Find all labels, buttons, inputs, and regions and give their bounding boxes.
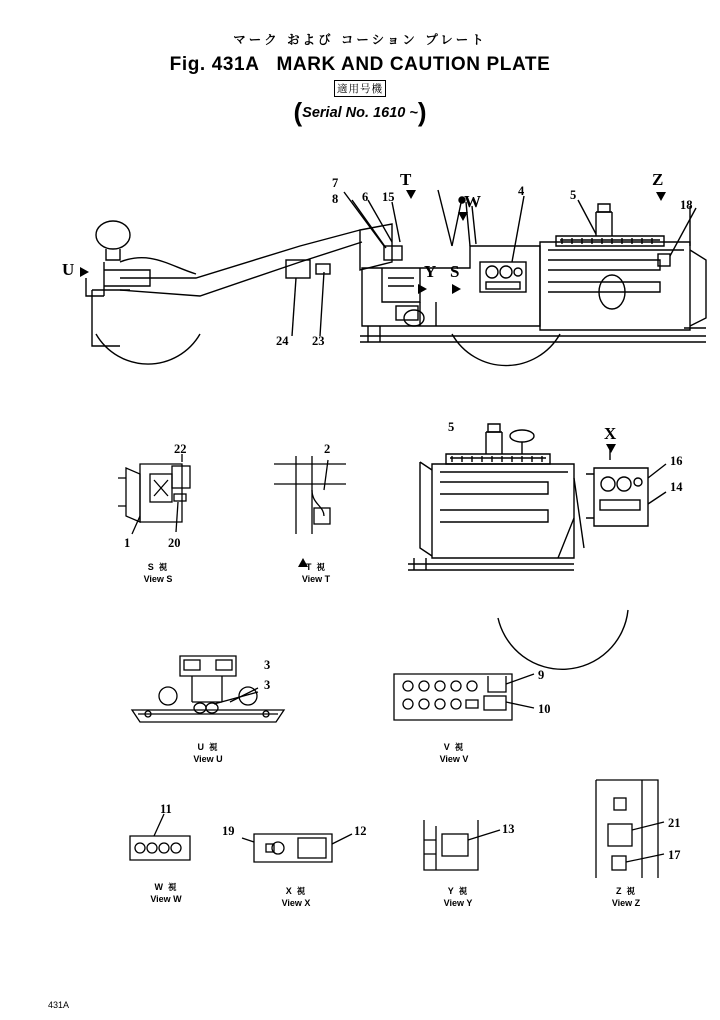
callout-23: 23 bbox=[312, 334, 325, 348]
view-u-label bbox=[168, 742, 248, 764]
callout-3b: 3 bbox=[264, 678, 271, 692]
view-z-group bbox=[578, 774, 708, 924]
serial-block bbox=[293, 80, 426, 128]
view-t-group bbox=[268, 442, 378, 600]
view-x-drawing bbox=[236, 818, 366, 880]
view-u-group bbox=[118, 648, 298, 768]
view-w-drawing bbox=[122, 810, 232, 880]
title-block bbox=[0, 30, 720, 128]
view-z-label-en: View Z bbox=[611, 897, 641, 908]
view-v-group bbox=[388, 668, 558, 778]
main-machine-view bbox=[0, 150, 720, 390]
view-t-jp: 視 bbox=[316, 563, 327, 573]
view-x-prefix: X bbox=[285, 886, 292, 896]
rear-body-detail-view bbox=[398, 418, 698, 628]
serial-number: Serial No. 1610 ~ bbox=[302, 105, 418, 121]
view-s-label-en: View S bbox=[143, 573, 173, 584]
view-u-prefix: U bbox=[197, 742, 204, 752]
view-v-label bbox=[414, 742, 494, 764]
page-title bbox=[0, 54, 720, 76]
view-s-prefix: S bbox=[147, 562, 154, 572]
view-x-label-en: View X bbox=[281, 897, 311, 908]
paren-open: ( bbox=[293, 97, 303, 127]
callout-16: 16 bbox=[670, 454, 683, 468]
paren-close: ) bbox=[417, 97, 427, 127]
view-z-prefix: Z bbox=[615, 886, 622, 896]
callout-24: 24 bbox=[276, 334, 289, 348]
view-u-jp: 視 bbox=[209, 743, 219, 753]
callout-18: 18 bbox=[680, 198, 693, 212]
view-x-jp: 視 bbox=[296, 887, 307, 897]
view-u-drawing bbox=[118, 648, 298, 738]
section-letter-S: S bbox=[450, 262, 460, 281]
main-machine-drawing bbox=[0, 150, 720, 390]
section-arrow-S-icon bbox=[452, 284, 461, 294]
callout-21: 21 bbox=[668, 816, 681, 830]
rear-body-detail-drawing bbox=[398, 418, 698, 618]
callout-11: 11 bbox=[160, 802, 172, 816]
callout-19: 19 bbox=[222, 824, 235, 838]
view-x-label bbox=[256, 886, 336, 908]
section-letter-Z: Z bbox=[652, 170, 664, 189]
section-letter-Y: Y bbox=[424, 262, 437, 281]
figure-number: Fig. 431A bbox=[169, 54, 259, 75]
view-s-jp: 視 bbox=[158, 563, 169, 573]
view-x-group bbox=[222, 818, 367, 928]
section-letter-X: X bbox=[604, 424, 617, 443]
view-z-jp: 視 bbox=[626, 887, 637, 897]
callout-15: 15 bbox=[382, 190, 395, 204]
section-arrow-W-icon bbox=[458, 212, 468, 221]
callout-9: 9 bbox=[538, 668, 545, 682]
footer-mark: 431A bbox=[48, 1000, 70, 1010]
callout-6: 6 bbox=[362, 190, 369, 204]
figure-name: MARK AND CAUTION PLATE bbox=[276, 54, 551, 75]
view-t-label bbox=[276, 562, 356, 584]
view-s-group bbox=[110, 442, 220, 600]
section-arrow-Y-icon bbox=[418, 284, 427, 294]
section-arrow-X-icon bbox=[606, 444, 616, 453]
view-y-drawing bbox=[408, 818, 538, 880]
section-letter-W: W bbox=[464, 192, 481, 211]
callout-1: 1 bbox=[124, 536, 131, 550]
view-z-drawing bbox=[578, 774, 708, 884]
callout-7: 7 bbox=[332, 176, 339, 190]
callout-4: 4 bbox=[518, 184, 525, 198]
serial-japanese-label: 適用号機 bbox=[334, 80, 386, 97]
view-y-label-en: View Y bbox=[443, 897, 473, 908]
view-v-jp: 視 bbox=[454, 743, 465, 753]
view-w-jp: 視 bbox=[168, 883, 178, 893]
callout-22: 22 bbox=[174, 442, 187, 456]
view-t-label-en: View T bbox=[301, 573, 331, 584]
view-v-drawing bbox=[388, 668, 558, 748]
section-letter-T: T bbox=[400, 170, 412, 189]
view-v-prefix: V bbox=[443, 742, 450, 752]
callout-13: 13 bbox=[502, 822, 515, 836]
callout-3a: 3 bbox=[264, 658, 271, 672]
section-arrow-T-icon bbox=[406, 190, 416, 199]
callout-5-rear: 5 bbox=[448, 420, 455, 434]
view-w-group bbox=[122, 802, 232, 920]
view-y-group bbox=[408, 818, 538, 928]
view-t-prefix: T bbox=[305, 562, 312, 572]
callout-17: 17 bbox=[668, 848, 681, 862]
view-z-label bbox=[586, 886, 666, 908]
view-w-prefix: W bbox=[154, 882, 163, 892]
view-u-label-en: View U bbox=[193, 753, 223, 764]
view-v-label-en: View V bbox=[439, 753, 469, 764]
callout-5: 5 bbox=[570, 188, 577, 202]
view-y-jp: 視 bbox=[458, 887, 469, 897]
view-y-label bbox=[418, 886, 498, 908]
callout-2: 2 bbox=[324, 442, 331, 456]
view-y-prefix: Y bbox=[447, 886, 454, 896]
callout-12: 12 bbox=[354, 824, 367, 838]
callout-20: 20 bbox=[168, 536, 181, 550]
section-letter-U: U bbox=[62, 260, 75, 279]
section-arrow-U-icon bbox=[80, 267, 89, 277]
title-japanese-heading: マーク および コーション プレート bbox=[233, 32, 487, 47]
section-arrow-Z-icon bbox=[656, 192, 666, 201]
view-s-label bbox=[118, 562, 198, 584]
callout-10: 10 bbox=[538, 702, 551, 716]
view-t-drawing bbox=[268, 450, 378, 560]
view-w-label bbox=[128, 882, 204, 904]
view-w-label-en: View W bbox=[150, 893, 182, 904]
callout-8: 8 bbox=[332, 192, 339, 206]
callout-14: 14 bbox=[670, 480, 683, 494]
